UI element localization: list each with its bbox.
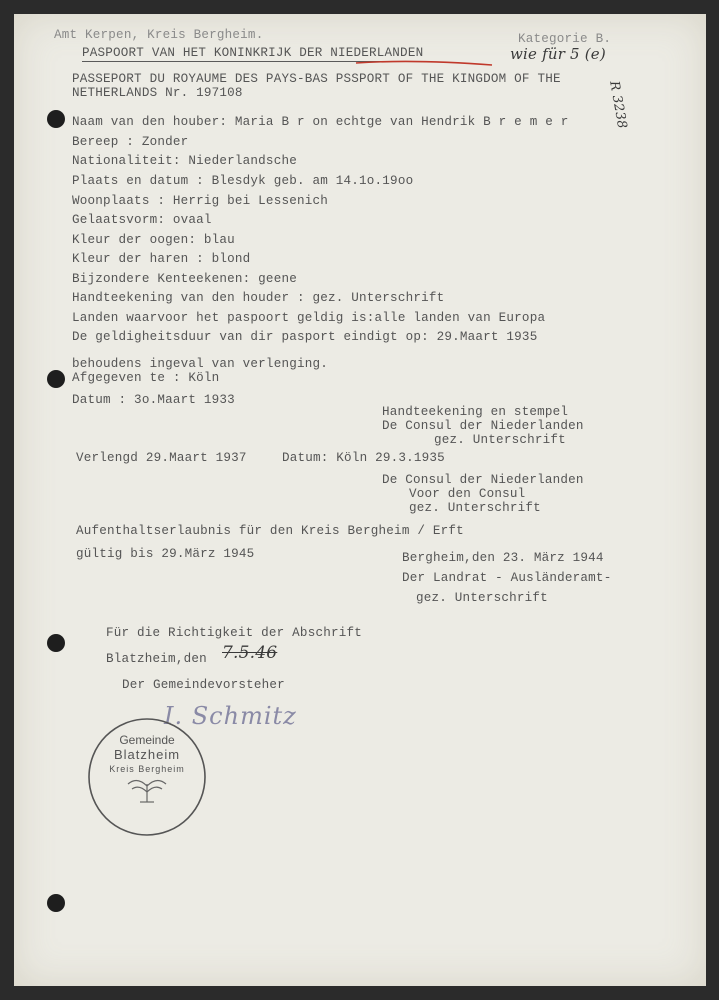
certification-mayor: Der Gemeindevorsteher [122,678,285,692]
punch-hole-top [47,110,65,128]
extension-text: Verlengd 29.Maart 1937 [76,451,247,465]
field-issued-at: Afgegeven te : Köln [72,371,220,385]
field-occupation: Bereep : Zonder [72,135,189,149]
punch-hole-lower [47,634,65,652]
certification-place: Blatzheim,den [106,652,207,666]
punch-hole-bottom [47,894,65,912]
field-valid-countries: Landen waarvoor het paspoort geldig is:alle landen van Europa [72,311,546,325]
consul2-signature: gez. Unterschrift [409,501,541,515]
certification-line1: Für die Richtigkeit der Abschrift [106,626,362,640]
title-line-3: NETHERLANDS Nr. 197108 [72,86,243,100]
field-eye-color: Kleur der oogen: blau [72,233,235,247]
residence-permit-line1: Aufenthaltserlaubnis für den Kreis Bergheim / Erft [76,524,464,538]
field-birth: Plaats en datum : Blesdyk geb. am 14.1o.19oo [72,174,414,188]
red-underline [354,57,494,69]
office-note: Amt Kerpen, Kreis Bergheim. [54,28,264,42]
certification-date: 7.5.46 [222,643,278,663]
landrat-signature: gez. Unterschrift [416,591,548,605]
field-holder-signature: Handteekening van den houder : gez. Unterschrift [72,291,445,305]
document-title: PASPOORT VAN HET KONINKRIJK DER NIEDERLANDEN [82,46,424,60]
field-nationality: Nationaliteit: Niederlandsche [72,154,297,168]
title-line-2: PASSEPORT DU ROYAUME DES PAYS-BAS PSSPORT OF THE KINGDOM OF THE [72,72,561,86]
landrat-line2: Der Landrat - Ausländeramt- [402,571,612,585]
document-page [14,14,706,986]
punch-hole-middle [47,370,65,388]
consul2-line2: Voor den Consul [409,487,526,501]
category-label: Kategorie B. [518,32,612,46]
consul1-line2: De Consul der Niederlanden [382,419,584,433]
field-special-marks: Bijzondere Kenteekenen: geene [72,272,297,286]
handwritten-note: wie für 5 (e) [510,45,606,63]
stamp-line3: Kreis Bergheim [109,764,185,774]
municipal-stamp [84,714,210,840]
consul1-line1: Handteekening en stempel [382,405,569,419]
eagle-icon [128,780,166,802]
extension-date: Datum: Köln 29.3.1935 [282,451,445,465]
field-face-shape: Gelaatsvorm: ovaal [72,213,212,227]
handwritten-signature: I. Schmitz [164,702,297,730]
landrat-line1: Bergheim,den 23. März 1944 [402,551,604,565]
residence-permit-line2: gültig bis 29.März 1945 [76,547,255,561]
field-validity-end: De geldigheitsduur van dir pasport eindigt op: 29.Maart 1935 [72,330,538,344]
consul2-line1: De Consul der Niederlanden [382,473,584,487]
stamp-line1: Gemeinde [119,733,175,747]
field-holder-name: Naam van den houber: Maria B r on echtge van Hendrik B r e m e r [72,115,569,129]
field-residence: Woonplaats : Herrig bei Lessenich [72,194,328,208]
consul1-signature: gez. Unterschrift [434,433,566,447]
field-issue-date: Datum : 3o.Maart 1933 [72,393,235,407]
field-extension-note: behoudens ingeval van verlenging. [72,357,328,371]
field-hair-color: Kleur der haren : blond [72,252,251,266]
stamp-line2: Blatzheim [113,747,181,762]
margin-reference: R 3238 [606,79,630,130]
